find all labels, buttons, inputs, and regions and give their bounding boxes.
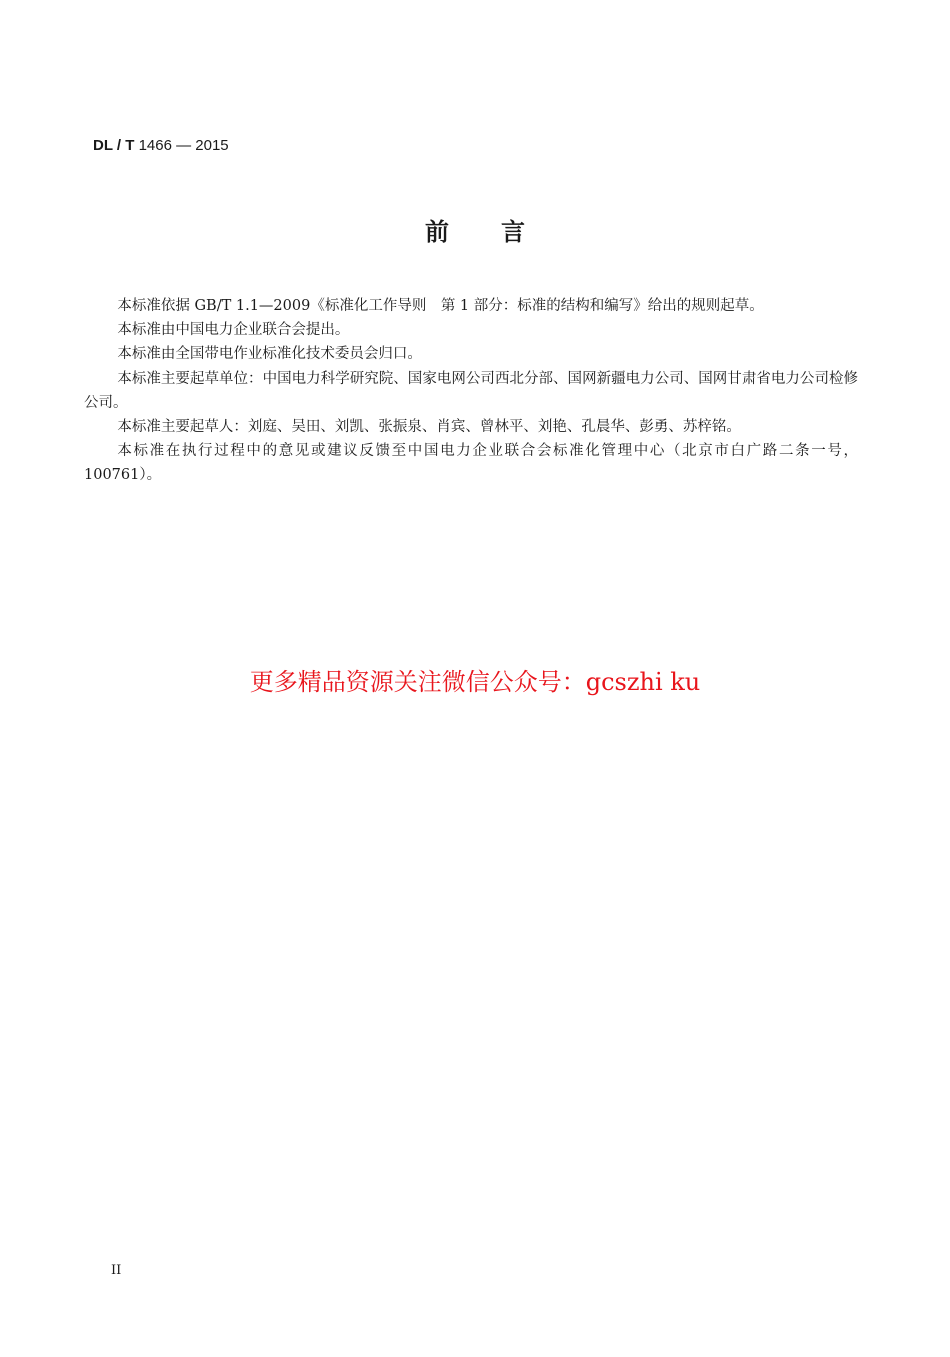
title-char-2: 言 [501, 218, 525, 246]
title-char-1: 前 [425, 218, 449, 246]
standard-prefix: DL / T [93, 137, 135, 154]
promo-watermark: 更多精品资源关注微信公众号：gcszhi ku [249, 668, 701, 696]
page-title [0, 212, 950, 247]
paragraph-drafting-units: 本标准主要起草单位：中国电力科学研究院、国家电网公司西北分部、国网新疆电力公司、国网甘肃省电力公司检修公司。 [84, 370, 858, 411]
page-number: II [111, 1263, 122, 1278]
paragraph-proposer: 本标准由中国电力企业联合会提出。 [117, 322, 350, 339]
foreword-body [84, 294, 858, 488]
paragraph-drafters: 本标准主要起草人：刘庭、吴田、刘凯、张振泉、肖宾、曾林平、刘艳、孔晨华、彭勇、苏梓铭。 [117, 419, 741, 436]
paragraph-committee: 本标准由全国带电作业标准化技术委员会归口。 [117, 346, 422, 363]
paragraph-drafting-rules: 本标准依据 GB/T 1.1—2009《标准化工作导则 第 1 部分：标准的结构和编写》给出的规则起草。 [117, 298, 764, 314]
standard-number: 1466 — 2015 [138, 137, 229, 154]
document-code [93, 137, 229, 154]
paragraph-feedback: 本标准在执行过程中的意见或建议反馈至中国电力企业联合会标准化管理中心（北京市白广路二条一号，100761）。 [84, 443, 858, 484]
